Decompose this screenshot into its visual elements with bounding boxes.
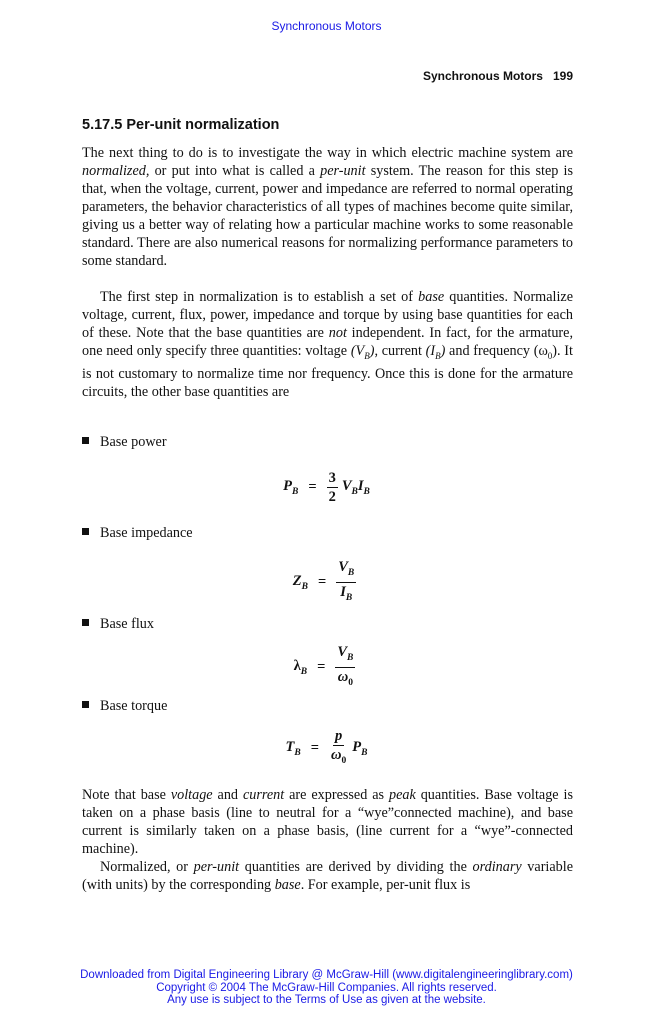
- bullet-square-icon: [82, 619, 89, 626]
- bullet-square-icon: [82, 528, 89, 535]
- math-w0-sub: 0: [547, 350, 553, 361]
- emphasis: current: [242, 787, 285, 803]
- emphasis: not: [328, 325, 347, 341]
- bullet-base-power: [82, 433, 167, 451]
- emphasis: base: [418, 289, 445, 305]
- section-title: 5.17.5 Per-unit normalization: [82, 117, 280, 133]
- text: The first step in normalization is to establish a set of: [100, 289, 419, 305]
- emphasis: base: [274, 877, 301, 893]
- text: quantities. Base voltage is taken on a phase basis (line to neutral for a “wye”connected machine), and base current is similarly taken on a phase basis, (line current for a “wye”-connected machine).: [82, 787, 573, 857]
- text: independent. In fact, for the armature, one need only specify three quantities: voltage: [82, 325, 573, 359]
- text: Note that base: [82, 787, 171, 803]
- text: or put into what is called a: [149, 163, 321, 179]
- footer-download-link[interactable]: Downloaded from Digital Engineering Library @ McGraw-Hill (www.digitalengineeringlibrary.com): [80, 969, 573, 981]
- text: are expressed as: [284, 787, 389, 803]
- text: ). It is not customary to normalize time nor frequency. Once this is done for the armature circuits, the other base quantities are: [82, 343, 573, 400]
- emphasis: per-unit: [193, 859, 240, 875]
- equation-base-flux: $\lambda_B$ = $\frac{V_B}{\omega_0}$: [293, 644, 354, 688]
- footer-terms[interactable]: Any use is subject to the Terms of Use as given at the website.: [167, 994, 486, 1006]
- bullet-label: Base power: [100, 434, 167, 450]
- paragraph-base-quantities: [82, 288, 573, 401]
- emphasis: voltage: [170, 787, 213, 803]
- bullet-label: Base torque: [100, 698, 168, 714]
- text: system. The reason for this step is that, when the voltage, current, power and impedance are referred to normal operating parameters, the behavior characteristics of all types of machines become quite similar, giving us a better way of relating how a particular machine works to some reasonable standard. There are also numerical reasons for normalizing performance parameters to some standard.: [82, 163, 573, 269]
- text: , current: [374, 343, 426, 359]
- emphasis: per-unit: [320, 163, 366, 179]
- bullet-label: Base flux: [100, 616, 154, 632]
- text: and: [212, 787, 243, 803]
- running-head: [423, 69, 573, 83]
- emphasis: ordinary: [472, 859, 522, 875]
- text: quantities are derived by dividing the: [239, 859, 473, 875]
- equation-base-power: $P_B$ = $\frac{3}{2}$ $V_BI_B$: [283, 470, 370, 505]
- math-ib: $(I_B)$: [425, 343, 446, 361]
- bullet-square-icon: [82, 701, 89, 708]
- bullet-label: Base impedance: [100, 525, 193, 541]
- top-link[interactable]: Synchronous Motors: [271, 19, 382, 33]
- footer-copyright: Copyright © 2004 The McGraw-Hill Companies. All rights reserved.: [156, 981, 497, 994]
- paragraph-intro: [82, 144, 573, 270]
- bullet-base-flux: [82, 615, 154, 633]
- math-vb: $(V_B)$: [350, 343, 375, 361]
- text: Normalized, or: [100, 859, 194, 875]
- bullet-base-torque: [82, 697, 167, 715]
- bullet-base-impedance: [82, 524, 193, 542]
- bullet-square-icon: [82, 437, 89, 444]
- page-number: 199: [552, 69, 573, 83]
- text: quantities. Normalize voltage, current, flux, power, impedance and torque by using base quantities for each of these. Note that the base quantities are: [82, 289, 573, 341]
- emphasis: normalized,: [82, 163, 150, 179]
- running-head-title: Synchronous Motors: [422, 69, 543, 83]
- footer: [0, 969, 653, 1007]
- paragraph-per-unit: [82, 858, 573, 894]
- text: . For example, per-unit flux is: [300, 877, 471, 893]
- equation-base-impedance: $Z_B$ = $\frac{V_B}{I_B}$: [292, 559, 355, 603]
- emphasis: peak: [388, 787, 416, 803]
- text: The next thing to do is to investigate the way in which electric machine system are: [82, 145, 573, 161]
- text: and frequency (ω: [445, 343, 548, 359]
- text: variable (with units) by the corresponding: [82, 859, 573, 893]
- paragraph-peak-note: [82, 786, 573, 858]
- equation-base-torque: $T_B$ = $\frac{p}{\omega_0}$ $P_B$: [285, 728, 368, 766]
